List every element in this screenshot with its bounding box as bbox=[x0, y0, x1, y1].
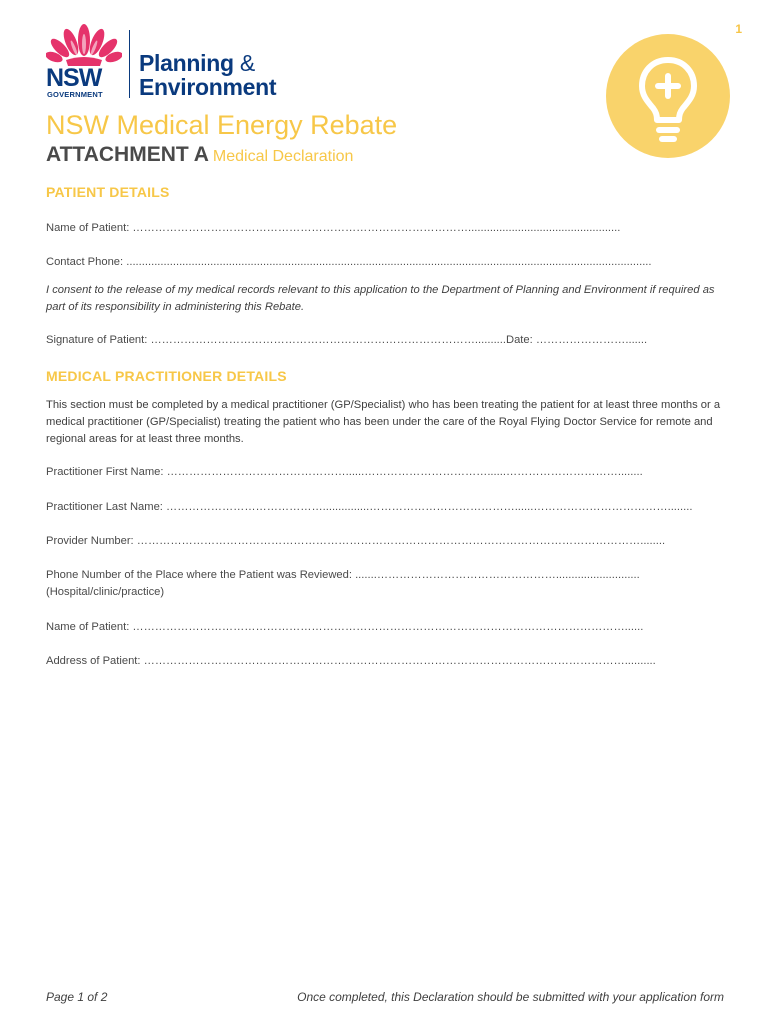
practitioner-details-heading: MEDICAL PRACTITIONER DETAILS bbox=[46, 368, 287, 384]
page-indicator: Page 1 of 2 bbox=[46, 990, 108, 1004]
patient-address-field[interactable]: Address of Patient: ………………………………………………………………………………………………………………….......... bbox=[46, 655, 656, 667]
waratah-flower-icon bbox=[46, 24, 122, 66]
practitioner-intro: This section must be completed by a medical practitioner (GP/Specialist) who has been treating the patient for at least three months or a medical practitioner (GP/Specialist) treating the patient who has been under the care of the Royal Flying Doctor Service for remote and regional areas for at least three months. bbox=[46, 399, 721, 445]
patient-signature-date-field[interactable]: Signature of Patient: ……………………………………………………………………………..........Date: ……………………....... bbox=[46, 334, 648, 346]
logo-divider bbox=[129, 30, 130, 98]
practitioner-last-name-field[interactable]: Practitioner Last Name: ……………………………………...............…………………………………......………………………………........ bbox=[46, 501, 693, 513]
provider-number-field[interactable]: Provider Number: ………………………………………………………………………………………………………………………........ bbox=[46, 535, 666, 547]
patient-details-heading: PATIENT DETAILS bbox=[46, 184, 170, 200]
government-label: GOVERNMENT bbox=[47, 90, 103, 99]
department-line-1 bbox=[139, 50, 255, 77]
form-title: NSW Medical Energy Rebate bbox=[46, 110, 398, 140]
review-place-phone-field[interactable]: Phone Number of the Place where the Patient was Reviewed: .......…………………………………………........................... bbox=[46, 569, 640, 581]
medical-declaration-label: Medical Declaration bbox=[212, 148, 354, 165]
consent-statement: I consent to the release of my medical records relevant to this application to the Department of Planning and Environment if required as part of its responsibility in administering this Rebate. bbox=[46, 284, 715, 313]
page-number: 1 bbox=[735, 22, 742, 36]
patient-name-field[interactable]: Name of Patient: ………………………………………………………………………………................................................. bbox=[46, 222, 621, 234]
planning-word: Planning bbox=[139, 50, 234, 76]
nsw-planning-environment-logo bbox=[44, 24, 314, 102]
contact-phone-field[interactable]: Contact Phone: ......................................................................................................................................................................... bbox=[46, 256, 652, 268]
practitioner-first-name-field[interactable]: Practitioner First Name: …………………………………………......……………………………......…………………………........ bbox=[46, 466, 643, 478]
department-line-2: Environment bbox=[139, 74, 277, 100]
submission-note: Once completed, this Declaration should be submitted with your application form bbox=[297, 990, 724, 1004]
form-subtitle bbox=[46, 143, 353, 167]
lightbulb-plus-icon bbox=[606, 34, 730, 158]
nsw-wordmark: NSW bbox=[46, 64, 102, 92]
ampersand: & bbox=[239, 50, 255, 76]
practitioner-patient-name-field[interactable]: Name of Patient: ……………………………………………………………………………………………………………………...... bbox=[46, 621, 644, 633]
review-place-hint: (Hospital/clinic/practice) bbox=[46, 586, 165, 598]
attachment-label: ATTACHMENT A bbox=[46, 143, 209, 166]
